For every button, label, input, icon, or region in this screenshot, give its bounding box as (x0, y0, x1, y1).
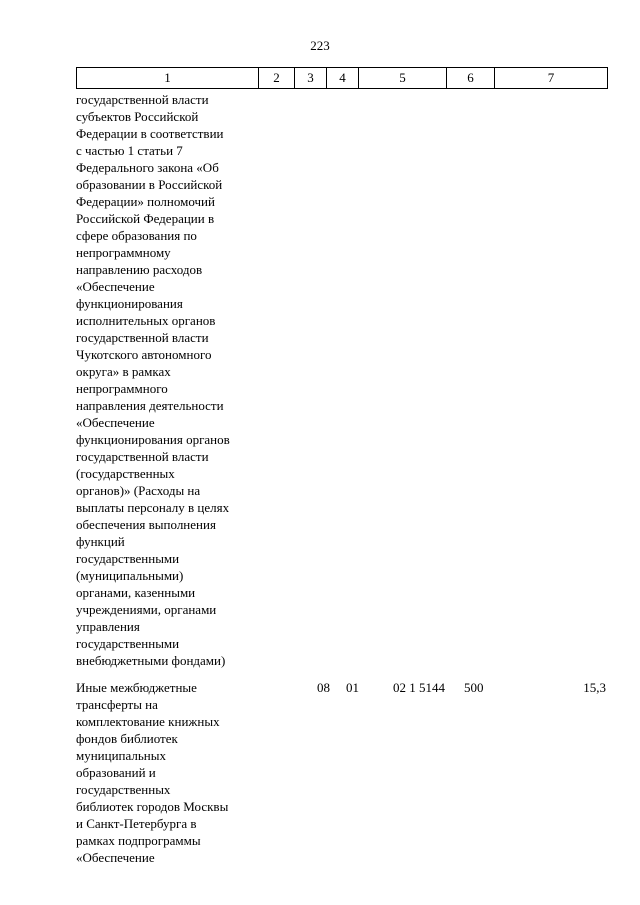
name-line: государственными (76, 551, 180, 566)
name-line: исполнительных органов (76, 313, 216, 328)
name-line: «Обеспечение (76, 415, 155, 430)
name-line: Чукотского автономного (76, 347, 212, 362)
cell-subsection: 01 (346, 680, 359, 695)
header-col-2: 2 (259, 68, 295, 89)
name-line: органов)» (Расходы на (76, 483, 201, 498)
header-col-7: 7 (495, 68, 608, 89)
name-line: Федерального закона «Об (76, 160, 219, 175)
name-line: Российской Федерации в (76, 211, 215, 226)
header-row (77, 68, 608, 89)
name-line: образовании в Российской (76, 177, 223, 192)
name-line: комплектование книжных (76, 714, 220, 729)
name-line: учреждениями, органами (76, 602, 217, 617)
name-line: государственной власти (76, 449, 209, 464)
header-col-4: 4 (327, 68, 359, 89)
name-line: с частью 1 статьи 7 (76, 143, 183, 158)
row-name (76, 91, 262, 669)
name-line: муниципальных (76, 748, 167, 763)
name-line: государственных (76, 782, 171, 797)
name-line: Иные межбюджетные (76, 680, 197, 695)
name-line: государственными (76, 636, 180, 651)
name-line: сфере образования по (76, 228, 197, 243)
cell-expense-type: 500 (464, 680, 484, 695)
name-line: Федерации в соответствии (76, 126, 224, 141)
cell-target-article: 02 1 5144 (393, 680, 445, 695)
name-line: образований и (76, 765, 156, 780)
name-line: выплаты персоналу в целях (76, 500, 230, 515)
name-line: направлению расходов (76, 262, 203, 277)
header-col-6: 6 (447, 68, 495, 89)
name-line: направления деятельности (76, 398, 224, 413)
name-line: государственной власти (76, 92, 209, 107)
name-line: и Санкт-Петербурга в (76, 816, 197, 831)
name-line: «Обеспечение (76, 279, 155, 294)
name-line: Федерации» полномочий (76, 194, 215, 209)
name-line: внебюджетными фондами) (76, 653, 226, 668)
name-line: непрограммного (76, 381, 168, 396)
page-number: 223 (310, 38, 330, 53)
name-line: рамках подпрограммы (76, 833, 201, 848)
name-line: «Обеспечение (76, 850, 155, 865)
name-line: (муниципальными) (76, 568, 184, 583)
name-line: государственной власти (76, 330, 209, 345)
table-header (76, 67, 608, 89)
header-col-3: 3 (295, 68, 327, 89)
cell-section: 08 (317, 680, 330, 695)
name-line: управления (76, 619, 140, 634)
table-row (76, 91, 262, 669)
table-row (76, 679, 262, 866)
name-line: округа» в рамках (76, 364, 171, 379)
cell-amount: 15,3 (583, 680, 606, 695)
name-line: органами, казенными (76, 585, 196, 600)
name-line: обеспечения выполнения (76, 517, 216, 532)
row-name (76, 679, 262, 866)
name-line: функционирования (76, 296, 183, 311)
name-line: библиотек городов Москвы (76, 799, 229, 814)
name-line: (государственных (76, 466, 175, 481)
name-line: фондов библиотек (76, 731, 178, 746)
name-line: трансферты на (76, 697, 158, 712)
name-line: функционирования органов (76, 432, 230, 447)
name-line: субъектов Российской (76, 109, 199, 124)
header-col-5: 5 (359, 68, 447, 89)
name-line: непрограммному (76, 245, 171, 260)
name-line: функций (76, 534, 125, 549)
header-col-1: 1 (77, 68, 259, 89)
